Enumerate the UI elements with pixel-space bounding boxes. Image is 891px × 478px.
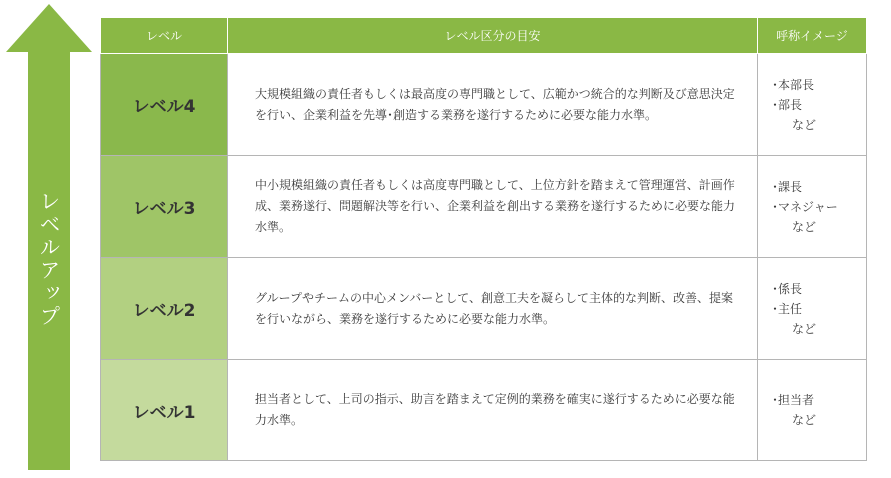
title-etc: など (792, 321, 817, 336)
title-item: ･担当者 (772, 393, 815, 407)
title-examples (758, 258, 867, 360)
title-item: ･係長 (772, 281, 803, 296)
level-up-label: レベルアップ (37, 190, 61, 328)
table-row-level-1 (101, 360, 867, 461)
level-name: レベル4 (101, 54, 228, 156)
level-table (100, 17, 867, 461)
title-item: ･本部長 (772, 77, 815, 92)
header-level: レベル (101, 18, 228, 54)
table-header-row (101, 18, 867, 54)
level-name: レベル3 (101, 156, 228, 258)
title-etc: など (792, 413, 817, 427)
level-description: 中小規模組織の責任者もしくは高度専門職として、上位方針を踏まえて管理運営、計画作成、業務遂行、問題解決等を行い、企業利益を創出する業務を遂行するために必要な能力水準。 (228, 156, 758, 258)
level-description: 大規模組織の責任者もしくは最高度の専門職として、広範かつ統合的な判断及び意思決定を行い、企業利益を先導･創造する業務を遂行するために必要な能力水準。 (228, 54, 758, 156)
table-row-level-4 (101, 54, 867, 156)
level-name: レベル1 (101, 360, 228, 461)
title-item: ･主任 (772, 301, 803, 316)
table-row-level-2 (101, 258, 867, 360)
title-item: ･部長 (772, 97, 803, 112)
level-description: 担当者として、上司の指示、助言を踏まえて定例的業務を確実に遂行するために必要な能力水準。 (228, 360, 758, 461)
title-etc: など (792, 219, 817, 234)
title-examples (758, 54, 867, 156)
title-item: ･課長 (772, 179, 803, 194)
title-examples (758, 156, 867, 258)
title-examples (758, 360, 867, 461)
title-etc: など (792, 117, 817, 132)
level-description: グループやチームの中心メンバーとして、創意工夫を凝らして主体的な判断、改善、提案を行いながら、業務を遂行するために必要な能力水準。 (228, 258, 758, 360)
header-titles: 呼称イメージ (758, 18, 867, 54)
table-row-level-3 (101, 156, 867, 258)
title-item: ･マネジャー (772, 199, 838, 214)
level-name: レベル2 (101, 258, 228, 360)
header-description: レベル区分の目安 (228, 18, 758, 54)
